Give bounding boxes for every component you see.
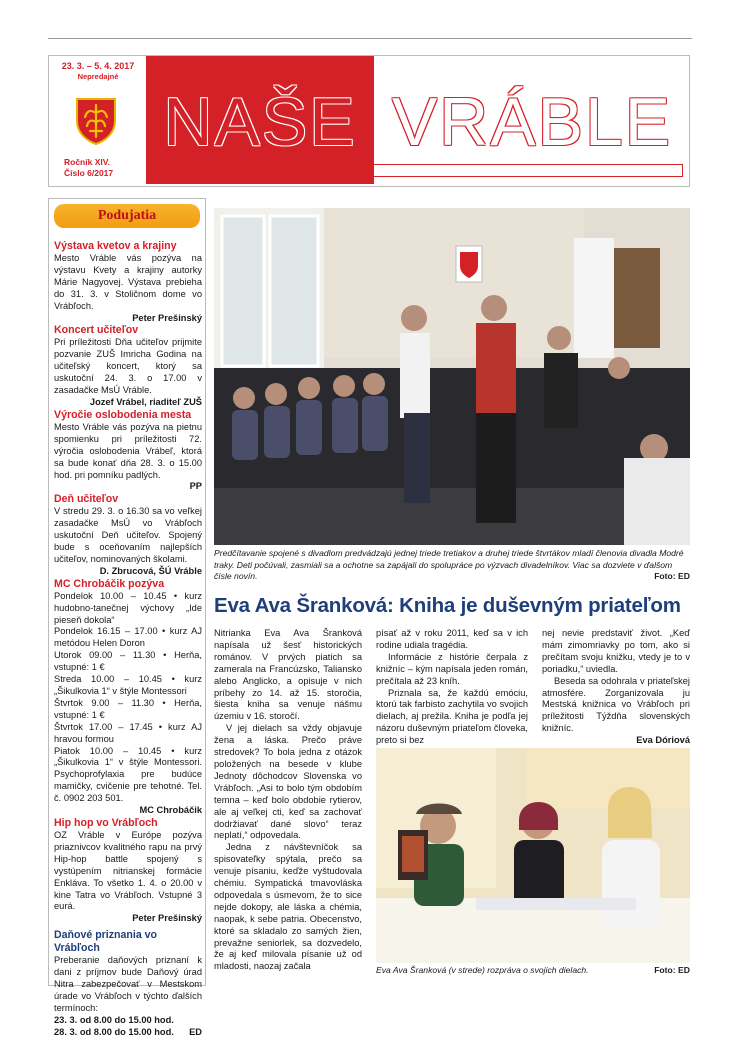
photo2-caption — [376, 965, 690, 975]
schedule-text: 9.00 – 11.30 • Herňa, vstupné: 1 € — [54, 697, 202, 720]
schedule-text: 16.15 – 17.00 • kurz AJ metódou Helen Doron — [54, 626, 202, 649]
event-signature: MC Chrobáčik — [139, 805, 202, 816]
event-text: Mesto Vráble vás pozýva na pietnu spomienku pri príležitosti 72. výročia oslobodenia Vrábeľ, ktorá sa bude konať dňa 28. 3. o 15.00 hod. pri pomníku padlých. — [54, 421, 202, 480]
event-text: V stredu 29. 3. o 16.30 sa vo veľkej zasadačke MsÚ vo Vrábľoch uskutoční Deň učiteľov. Spojený bude s oceňovaním najlepších učiteľov, nominovaných školami. — [54, 506, 202, 564]
event-text: Mesto Vráble vás pozýva na výstavu Kvety a krajiny autorky Márie Nagyovej. Výstava prebieha do 31. 3. v Stoličnom dome vo Vrábľoch. — [54, 253, 202, 311]
article-paragraph: Priznala sa, že každú emóciu, ktorú tak farbisto zachytila vo svojich dielach, aj prežila. Kniha je podľa jej názoru duševným priateľom človeka, preto si bez — [376, 687, 528, 746]
event-title: Výročie oslobodenia mesta — [54, 408, 192, 421]
event-signature: Jozef Vrábel, riaditeľ ZUŠ — [89, 396, 202, 407]
event-signature: Peter Prešinský — [132, 312, 202, 323]
volume-text: Ročník XIV. — [64, 157, 110, 167]
event-text: Pri príležitosti Dňa učiteľov prijmite pozvanie ZUŠ Imricha Godina na učiteľský koncert, ktorý sa uskutoční 24. 3. o 17.00 v zasadačke MsÚ Vráble. — [54, 337, 202, 396]
event-signature: PP — [189, 481, 202, 492]
event-title: Daňové priznania vo Vrábľoch — [54, 929, 158, 955]
sidebar-heading: Podujatia — [54, 204, 200, 228]
article-headline: Eva Ava Šranková: Kniha je duševným priateľom — [214, 594, 681, 617]
schedule-day: Štvrtok — [54, 721, 83, 732]
schedule-item — [54, 698, 202, 722]
article-paragraph: Beseda sa odohrala v priateľskej atmosfére. Zorganizovala ju Mestská knižnica vo Vrábľoch pri príležitosti Týždňa slovenských knižníc. — [542, 675, 690, 734]
event-title: Deň učiteľov — [54, 493, 119, 506]
article-signature: Eva Dóriová — [636, 735, 690, 745]
issue-price: Nepredajné — [77, 72, 119, 81]
event-signature: Peter Prešinský — [132, 913, 202, 924]
event-signature: D. Zbrucová, ŠÚ Vráble — [99, 565, 202, 576]
article-column-3 — [542, 628, 690, 735]
title-left-word: NAŠE — [163, 84, 357, 160]
article-column-2 — [376, 628, 528, 747]
issue-volume — [54, 157, 152, 179]
article-paragraph: nej nevie predstaviť život. „Keď mám zimomriavky po tom, ako si prečítam svoju knižku, vtedy je to v poriadku,“ uviedla. — [542, 628, 690, 674]
coat-of-arms-icon — [75, 97, 117, 145]
article-paragraph: Informácie z histórie čerpala z knižníc – kým napísala jeden román, prečítala až 23 kníh. — [376, 651, 528, 686]
masthead-bar — [215, 164, 683, 177]
schedule-item — [54, 626, 202, 650]
schedule-day: Pondelok — [54, 626, 93, 637]
issue-number: Číslo 6/2017 — [64, 168, 114, 178]
photo1-caption — [214, 548, 690, 583]
schedule-item — [54, 722, 202, 746]
title-right-word: VRÁBLE — [391, 84, 673, 160]
article-paragraph: Nitrianka Eva Ava Šranková napísala už šesť historických románov. V prvých piatich sa zamerala na Francúzsko, Taliansko alebo Anglicko, a opisuje v nich príbehy zo 14. až 15. storočia, šiesta kniha sa venuje nášmu územiu v 16. storočí. — [214, 628, 362, 722]
issue-date: 23. 3. – 5. 4. 2017 — [61, 61, 135, 71]
event-signature: ED — [189, 1026, 202, 1037]
event-text: Preberanie daňových priznaní k dani z príjmov bude Daňový úrad Nitra zabezpečovať v Mestskom úrade vo Vrábľoch v týchto ďalších termínoch: — [54, 955, 202, 1013]
tax-date: 28. 3. od 8.00 do 15.00 hod. — [54, 1026, 174, 1037]
schedule-day: Utorok — [54, 650, 82, 661]
photo1-caption-text: Predčítavanie spojené s divadlom predvádzajú jednej triede tretiakov a druhej triede štvrtákov mladí členovia divadla Modré traky. Deti počúvali, zasmiali sa a ochotne sa zapájali do spolupráce po výzvach divadelníkov. Viac sa dozviete v ďalšom čísle novín. — [214, 548, 684, 581]
schedule-day: Streda — [54, 674, 82, 685]
article-paragraph: V jej dielach sa vždy objavuje žena a láska. Prečo práve stredovek? To bola jedna z otázok položených na besede v klube Jednoty dôchodcov Slovenska vo Vrábľoch. „Asi to bolo tým obdobím temna – keď bolo obdobie rytierov, ale aj veľkej cti, keď sa zachovať dodržiavať dané slovo“ teraz neplatí,“ odpovedala. — [214, 723, 362, 841]
sidebar-content — [54, 240, 202, 1039]
schedule-item — [54, 591, 202, 627]
event-title: MC Chrobáčik pozýva — [54, 577, 165, 590]
top-rule — [48, 38, 692, 39]
schedule-item — [54, 746, 202, 806]
schedule-text: 10.00 – 10.45 • kurz hudobno-tanečnej výchovy „Ide pieseň dokola“ — [54, 590, 202, 625]
photo2-credit: Foto: ED — [654, 965, 690, 975]
photo1-credit: Foto: ED — [654, 571, 690, 581]
event-text: OZ Vráble v Európe pozýva priaznivcov kvalitného rapu na prvý Hip-hop battle spojený s vystúpením nitrianskej formácie Enkláva. To všetko 1. 4. o 20.00 v kine Tatra vo Vrábľoch. Vstupné 3 eurá. — [54, 829, 202, 912]
event-title: Hip hop vo Vrábľoch — [54, 816, 158, 829]
event-title: Koncert učiteľov — [54, 324, 139, 337]
photo-theatre-reading — [214, 208, 690, 545]
event-title: Výstava kvetov a krajiny — [54, 240, 177, 252]
article-paragraph: písať až v roku 2011, keď sa v ich rodine udiala tragédia. — [376, 628, 528, 650]
schedule-item — [54, 650, 202, 674]
photo2-caption-text: Eva Ava Šranková (v strede) rozpráva o svojich dielach. — [376, 965, 589, 975]
schedule-day: Štvrtok — [54, 697, 83, 708]
article-paragraph: Jedna z návštevníčok sa spisovateľky spýtala, prečo sa venuje písaniu, keďže vyštudovala chémiu. Sympatická tmavovláska odpovedala s úsmevom, že to sice nejde dokopy, ale láska a chémia, naopak, k sebe patria. Obecenstvo, ktoré sa skladalo zo samých žien, prevažne seniorlek, sa dozvedelo, že aj keď milovala písanie už od mladosti, naozaj začala — [214, 842, 362, 972]
schedule-text: 10.00 – 10.45 • kurz „Šikulkovia 1“ v štýle Montessori — [54, 674, 202, 696]
schedule-item — [54, 674, 202, 698]
photo-author-reading — [376, 748, 690, 963]
tax-date: 23. 3. od 8.00 do 15.00 hod. — [54, 1014, 174, 1025]
article-column-1 — [214, 628, 362, 973]
tax-date-row — [54, 1027, 202, 1039]
schedule-day: Piatok — [54, 745, 80, 756]
schedule-day: Pondelok — [54, 590, 93, 601]
schedule-text: 09.00 – 11.30 • Herňa, vstupné: 1 € — [54, 650, 202, 673]
schedule-text: 10.00 – 10.45 • kurz „Šikulkovia 1“ v štýle Montessori. Psychoprofylaxia pre budúce mamičky, cvičenie pre tehotné. Tel. č. 0902 203 501. — [54, 745, 202, 804]
schedule-text: 17.00 – 17.45 • kurz AJ hravou formou — [54, 721, 202, 744]
